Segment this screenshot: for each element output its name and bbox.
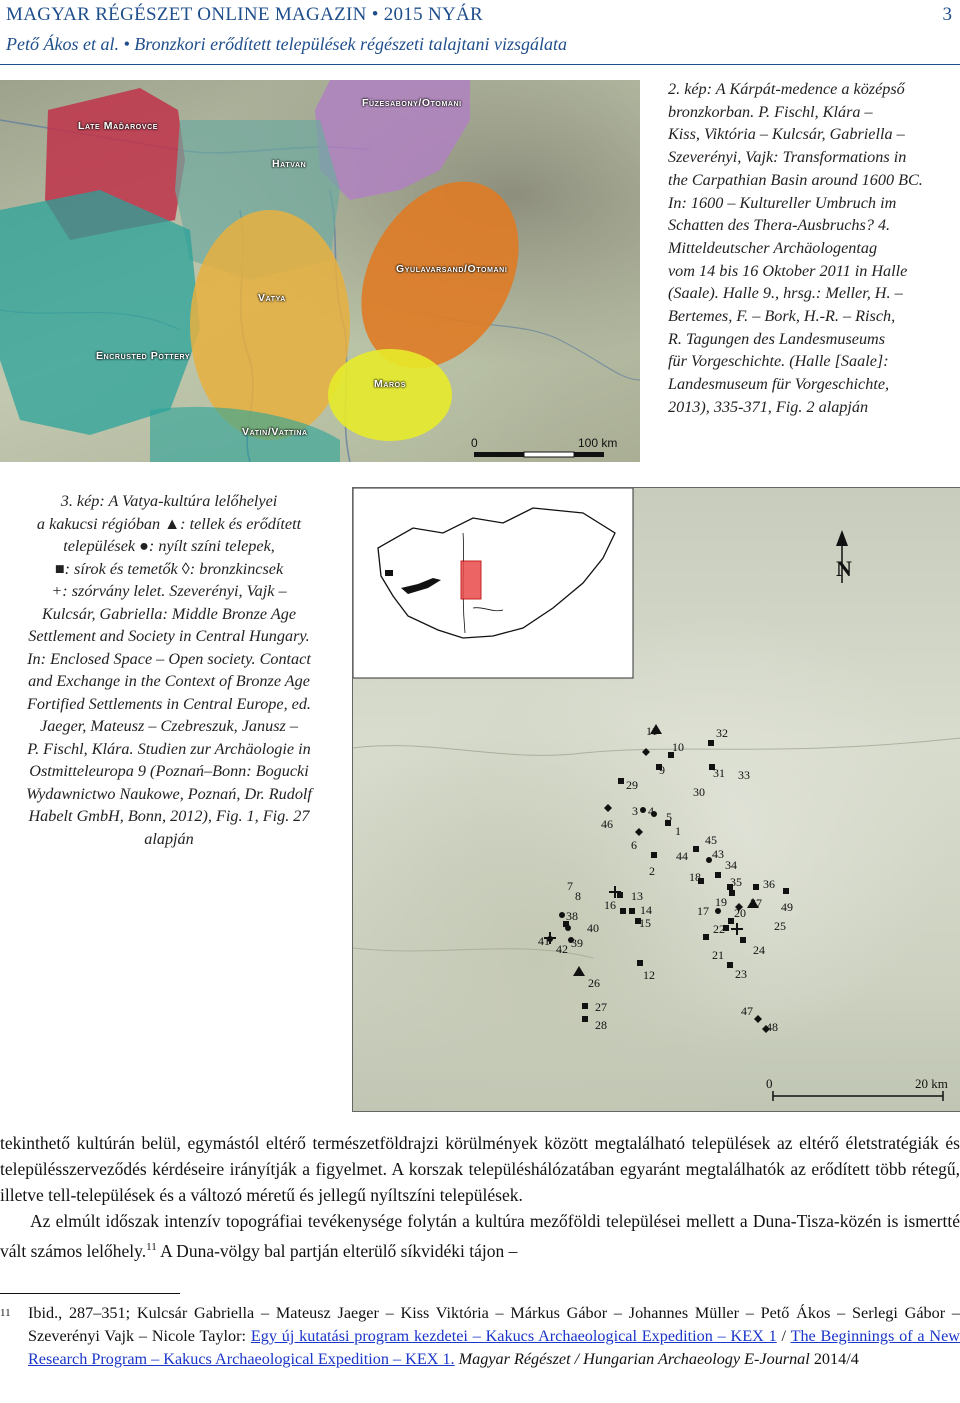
site-label: 37 [750,896,762,910]
site-label: 39 [571,936,583,950]
map2-scale-end: 20 km [915,1076,948,1091]
label-maros: Maros [374,378,406,390]
site-label: 3 [632,804,638,818]
site-label: 16 [604,898,616,912]
kakucs-region-map [352,487,960,1112]
site-label: 35 [730,875,742,889]
site-label: 32 [716,726,728,740]
site-label: 20 [734,906,746,920]
map1-scale-end: 100 km [578,436,618,450]
paragraph-1: tekinthető kultúrán belül, egymástól eltérő természetföldrajzi körülmények között megtalálható települések az eltérő életstratégiák és településszerveződés kérdéseire irányítják a figyelmet. A korszak településhálózatában egyaránt megtalálhatók az erődített több rétegű, illetve tell-települések és a változó méretű és jellegű nyíltszíni települések. [0,1133,960,1205]
site-label: 23 [735,967,747,981]
site-label: 18 [689,870,701,884]
header-divider [0,64,960,65]
site-label: 6 [631,838,637,852]
site-label: 19 [715,895,727,909]
footnote-number: 11 [0,1307,11,1319]
site-label: 42 [556,942,568,956]
site-label: 21 [712,948,724,962]
article-body [0,1130,960,1264]
paragraph-2: Az elmúlt időszak intenzív topográfiai tevékenysége folytán a kultúra mezőföldi települései mellett a Duna-Tisza-közén is ismertté vált számos lelőhely.$^{11}$ A Duna-völgy bal partján elterülő síkvidéki tájon – [0,1211,960,1261]
site-label: 44 [676,849,688,863]
carpathian-basin-map [0,80,640,462]
footnote-link-hungarian[interactable]: Egy új kutatási program kezdetei – Kakucs Archaeological Expedition – KEX 1 [250,1327,777,1345]
footnote-ref-11[interactable]: 11 [146,1241,157,1253]
label-fuzesabony: Füzesabony/Otomani [362,97,462,109]
site-label: 4 [648,804,654,818]
map2-scale-start: 0 [766,1076,773,1091]
journal-title: MAGYAR RÉGÉSZET ONLINE MAGAZIN • 2015 NYÁR [6,4,483,25]
site-label: 11 [646,724,658,738]
site-label: 26 [588,976,600,990]
site-label: 28 [595,1018,607,1032]
site-label: 47 [741,1004,753,1018]
site-label: 24 [753,943,765,957]
label-vatya: Vatya [258,292,286,304]
site-label: 12 [643,968,655,982]
site-label: 40 [587,921,599,935]
site-label: 33 [738,768,750,782]
site-label: 45 [705,833,717,847]
site-label: 25 [774,919,786,933]
label-gyulavarsand: Gyulavarsand/Otomani [396,263,508,275]
site-label: 1 [675,824,681,838]
label-hatvan: Hatvan [272,158,307,170]
page-number: 3 [942,4,952,25]
running-subtitle: Pető Ákos et al. • Bronzkori erődített települések régészeti talajtani vizsgálata [6,34,568,54]
site-label: 27 [595,1000,607,1014]
site-markers [547,724,789,1033]
site-label: 8 [575,889,581,903]
site-label: 48 [766,1020,778,1034]
site-label: 13 [631,889,643,903]
north-arrow-label: N [836,556,852,581]
footnote-11: 11 Ibid., 287–351; Kulcsár Gabriella – Mateusz Jaeger – Kiss Viktória – Márkus Gábor – Johannes Müller – Pető Ákos – Serlegi Gábor – Szeverényi Vajk – Nicole Taylor: Egy új kutatási program kezdetei – Kakucs Archaeological Expedition – KEX 1 / The Beginnings of a New Research Program – Kakucs Archaeological Expedition – KEX 1. Magyar Régészet / Hungarian Archaeology E-Journal 2014/4 [0,1304,960,1368]
area-maros [328,349,452,441]
site-label: 2 [649,864,655,878]
label-encrusted: Encrusted Pottery [96,350,191,362]
site-label: 31 [713,766,725,780]
area-encrusted [0,190,200,435]
site-label: 7 [567,879,573,893]
site-label: 49 [781,900,793,914]
site-label: 34 [725,858,737,872]
footnote-link-english[interactable]: The Beginnings of a New Research Program – Kakucs Archaeological Expedition – KEX 1. [28,1327,960,1368]
site-label: 30 [693,785,705,799]
map1-graphics [0,80,640,462]
figure3-caption: 3. kép: A Vatya-kultúra lelőhelyei a kakucsi régióban ▲: tellek és erődített települések ●: nyílt színi telepek, ■: sírok és temetők ◊: bronzkincsek +: szórvány lelet. Szeverényi, Vajk – Kulcsár, Gabriella: Middle Bronze Age Settlement and Society in Central Hungary. In: Enclosed Space – Open society. Contact and Exchange in the Context of Bronze Age Fortified Settlements in Central Europe, ed. Jaeger, Mateusz – Czebreszuk, Janusz – P. Fischl, Klára. Studien zur Archäologie in Ostmitteleuropa 9 (Poznań–Bonn: Bogucki Wydawnictwo Naukowe, Poznań, Dr. Rudolf Habelt GmbH, Bonn, 2012), Fig. 1, Fig. 27 alapján [26,492,312,848]
site-label: 22 [713,922,725,936]
site-label: 9 [659,763,665,777]
site-label: 41 [538,934,550,948]
site-label: 14 [640,903,652,917]
site-label: 46 [601,817,613,831]
site-label: 17 [697,904,709,918]
label-vatin: Vatin/Vattina [242,426,308,438]
site-label: 38 [566,909,578,923]
label-late-madarovce: Late Maďarovce [78,120,159,132]
site-label: 15 [639,916,651,930]
grave-marker-32 [708,740,714,746]
area-vatya [190,210,350,440]
site-label: 43 [712,847,724,861]
site-label: 36 [763,877,775,891]
figure2-caption: 2. kép: A Kárpát-medence a középső bronzkorban. P. Fischl, Klára – Kiss, Viktória – Kulcsár, Gabriella – Szeverényi, Vajk: Transformations in the Carpathian Basin around 1600 BC. In: 1600 – Kultureller Umbruch im Schatten des Thera-Ausbruchs? 4. Mitteldeutscher Archäologentag vom 14 bis 16 Oktober 2011 in Halle (Saale). Halle 9., hrsg.: Meller, H. – Bertemes, F. – Bork, H.-R. – Risch, R. Tagungen des Landesmuseums für Vorgeschichte. (Halle [Saale]: Landesmuseum für Vorgeschichte, 2013), 335-371, Fig. 2 alapján [668,80,923,416]
map2-graphics [353,488,960,1111]
site-label: 10 [672,740,684,754]
footnote-divider [0,1293,180,1294]
site-label: 29 [626,778,638,792]
map1-scale-start: 0 [471,436,478,450]
site-label: 5 [666,810,672,824]
